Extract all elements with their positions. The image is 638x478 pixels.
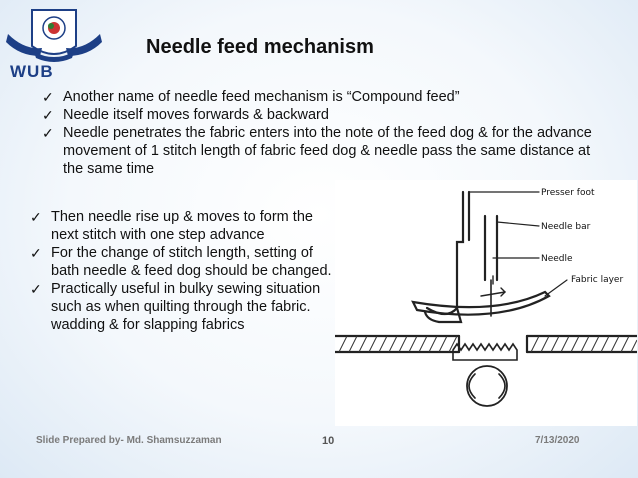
- slide-title: Needle feed mechanism: [146, 36, 374, 58]
- bullet-item: ✓ Practically useful in bulky sewing situation such as when quilting through the fabric. wadding & for slapping fabrics: [30, 281, 321, 333]
- leader-needle-bar: [497, 222, 539, 226]
- feed-dog-rotation-circle: [467, 366, 507, 406]
- checkmark-icon: ✓: [30, 245, 42, 261]
- leader-fabric: [545, 280, 567, 296]
- bullet-list-top: [42, 88, 602, 178]
- checkmark-icon: ✓: [30, 209, 42, 225]
- bullet-item: ✓ Then needle rise up & moves to form the next stitch with one step advance: [30, 209, 313, 243]
- logo-abbreviation: WUB: [10, 62, 54, 81]
- bullet-item: ✓ For the change of stitch length, setting of bath needle & feed dog should be changed.: [30, 245, 332, 279]
- checkmark-icon: ✓: [30, 281, 42, 297]
- bullet-list-bottom: [30, 208, 335, 334]
- footer-page-number: 10: [322, 435, 335, 447]
- rotation-arrow-right: [499, 374, 505, 398]
- checkmark-icon: ✓: [42, 125, 54, 141]
- rotation-arrow: [469, 374, 475, 398]
- checkmark-icon: ✓: [42, 89, 54, 105]
- checkmark-icon: ✓: [42, 107, 54, 123]
- needle-bar: [485, 216, 497, 280]
- footer-author: Slide Prepared by- Md. Shamsuzzaman: [36, 435, 222, 446]
- presser-foot-bar: [457, 192, 463, 308]
- label-needle: Needle: [541, 254, 573, 264]
- bullet-item: ✓ Needle penetrates the fabric enters into the note of the feed dog & for the advance movement of 1 stitch length of fabric feed dog & needle pass the same distance at the same time: [42, 125, 592, 177]
- label-presser-foot: Presser foot: [541, 188, 595, 198]
- footer-date: 7/13/2020: [535, 435, 580, 446]
- label-needle-bar: Needle bar: [541, 222, 591, 232]
- label-fabric-layer: Fabric layer: [571, 275, 624, 285]
- feed-dog: [453, 344, 517, 360]
- bullet-item: ✓ Another name of needle feed mechanism is “Compound feed”: [42, 89, 460, 105]
- needle-feed-diagram: [335, 180, 637, 426]
- bullet-item: ✓ Needle itself moves forwards & backward: [42, 107, 329, 123]
- throat-plate-hatching: [339, 336, 637, 352]
